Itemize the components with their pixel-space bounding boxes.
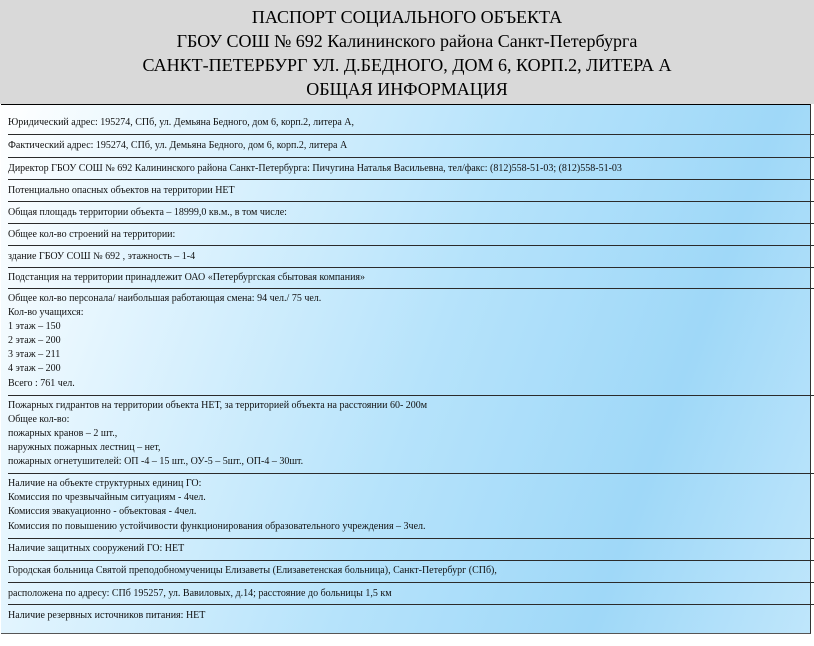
students-total: Всего : 761 чел. [8, 378, 75, 389]
school-building: здание ГБОУ СОШ № 692 , этажность – 1-4 [8, 251, 196, 262]
school-name: ГБОУ СОШ № 692 Калининского района Санкт-Петербурга [176, 31, 638, 51]
legal-address: Юридический адрес: 195274, СПб, ул. Демьяна Бедного, дом 6, корп.2, литера А, [8, 117, 354, 128]
divider [8, 538, 814, 539]
divider [8, 604, 814, 605]
divider [8, 395, 814, 396]
fire-total-label: Общее кол-во: [8, 414, 70, 425]
divider [8, 288, 814, 289]
document-header [0, 0, 814, 104]
fire-hydrants: Пожарных гидрантов на территории объекта НЕТ, за территорией объекта на расстоянии 60- 200м [8, 400, 428, 411]
shelters: Наличие защитных сооружений ГО: НЕТ [8, 543, 185, 554]
divider [8, 201, 814, 202]
section-title: ОБЩАЯ ИНФОРМАЦИЯ [306, 79, 508, 99]
total-area: Общая площадь территории объекта – 18999,0 кв.м., в том числе: [8, 207, 287, 218]
divider [8, 134, 814, 135]
civil-defense-units: Наличие на объекте структурных единиц ГО: [8, 478, 202, 489]
hazard-objects: Потенциально опасных объектов на территории НЕТ [8, 185, 235, 196]
divider [8, 582, 814, 583]
divider [8, 560, 814, 561]
hospital-address: расположена по адресу: СПб 195257, ул. Вавиловых, д.14; расстояние до больницы 1,5 км [8, 588, 392, 599]
info-panel [1, 104, 811, 634]
document-title: ПАСПОРТ СОЦИАЛЬНОГО ОБЪЕКТА [251, 7, 563, 27]
stability-commission: Комиссия по повышению устойчивости функционирования образовательного учреждения – 3чел. [8, 521, 426, 532]
divider [8, 473, 814, 474]
fire-hoses: пожарных кранов – 2 шт., [8, 428, 118, 439]
floor-1-students: 1 этаж – 150 [8, 321, 61, 332]
emergency-commission: Комиссия по чрезвычайным ситуациям - 4чел. [8, 492, 206, 503]
floor-4-students: 4 этаж – 200 [8, 363, 61, 374]
staff-count: Общее кол-во персонала/ наибольшая работающая смена: 94 чел./ 75 чел. [8, 293, 322, 304]
director-info: Директор ГБОУ СОШ № 692 Калининского района Санкт-Петербурга: Пичугина Наталья Васильевна, тел/факс: (812)558-51-03; (812)558-51-03 [8, 163, 622, 174]
buildings-count: Общее кол-во строений на территории: [8, 229, 176, 240]
evacuation-commission: Комиссия эвакуационно - объектовая - 4чел. [8, 506, 197, 517]
students-label: Кол-во учащихся: [8, 307, 84, 318]
floor-3-students: 3 этаж – 211 [8, 349, 61, 360]
floor-2-students: 2 этаж – 200 [8, 335, 61, 346]
divider [8, 267, 814, 268]
actual-address: Фактический адрес: 195274, СПб, ул. Демьяна Бедного, дом 6, корп.2, литера А [8, 140, 348, 151]
fire-ladders: наружных пожарных лестниц – нет, [8, 442, 161, 453]
hospital-name: Городская больница Святой преподобномученицы Елизаветы (Елизаветенская больница), Санкт-Петербург (СПб), [8, 565, 497, 576]
divider [8, 179, 814, 180]
fire-extinguishers: пожарных огнетушителей: ОП -4 – 15 шт., ОУ-5 – 5шт., ОП-4 – 30шт. [8, 456, 304, 467]
divider [8, 245, 814, 246]
backup-power: Наличие резервных источников питания: НЕТ [8, 610, 206, 621]
divider [8, 157, 814, 158]
divider [8, 223, 814, 224]
school-address: САНКТ-ПЕТЕРБУРГ УЛ. Д.БЕДНОГО, ДОМ 6, КОРП.2, ЛИТЕРА А [142, 55, 672, 75]
substation: Подстанция на территории принадлежит ОАО «Петербургская сбытовая компания» [8, 272, 366, 283]
